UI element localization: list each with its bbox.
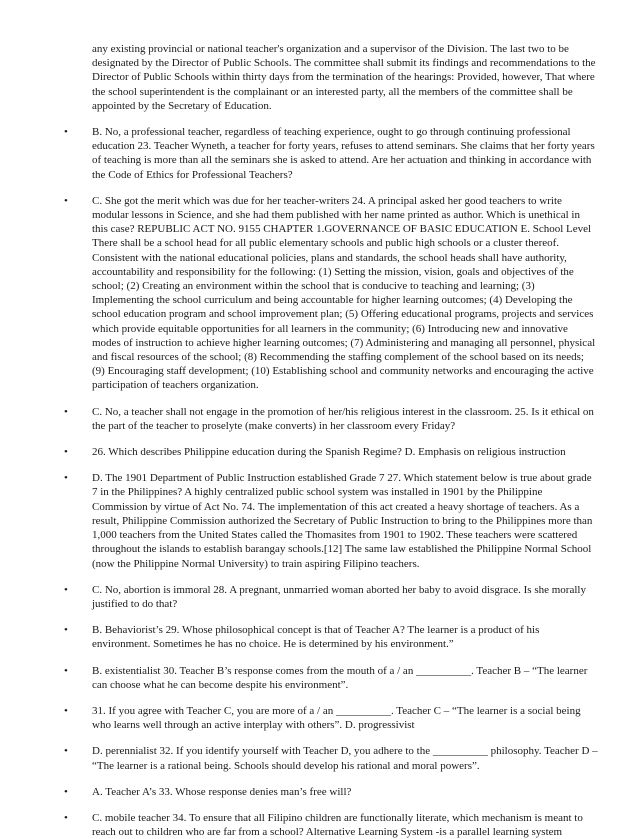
list-item — [0, 623, 598, 651]
bullet-icon: • — [64, 405, 68, 418]
list-item — [0, 445, 598, 459]
list-item-text: D. perennialist 32. If you identify yourself with Teacher D, you adhere to the __________ philosophy. Teacher D – “The learner is a rational being. Schools should develop his rational and moral powers”. — [92, 745, 598, 772]
list-item — [0, 744, 598, 772]
bullet-icon: • — [64, 704, 68, 717]
list-item — [0, 405, 598, 433]
list-item — [0, 664, 598, 692]
list-item-text: B. Behaviorist’s 29. Whose philosophical concept is that of Teacher A? The learner is a product of his environment. Sometimes he has no choice. He is determined by his environment.” — [92, 624, 540, 651]
list-item-text: 26. Which describes Philippine education during the Spanish Regime? D. Emphasis on religious instruction — [92, 446, 566, 459]
list-item — [0, 811, 598, 839]
bullet-icon: • — [64, 785, 68, 798]
list-item — [0, 704, 598, 732]
list-item — [0, 583, 598, 611]
bullet-icon: • — [64, 126, 68, 139]
bullet-icon: • — [64, 194, 68, 207]
list-item-text: B. No, a professional teacher, regardless of teaching experience, ought to go through continuing professional education 23. Teacher Wyneth, a teacher for forty years, refuses to attend seminars. She claims that her forty years of teaching is more than all the seminars she is asked to attend. Are her actuation and thinking in accordance with the Code of Ethics for Professional Teachers? — [92, 126, 595, 181]
list-item-text: C. No, abortion is immoral 28. A pregnant, unmarried woman aborted her baby to avoid disgrace. Is she morally justified to do that? — [92, 583, 586, 610]
bullet-list — [0, 125, 598, 839]
bullet-icon: • — [64, 583, 68, 596]
list-item — [0, 125, 598, 182]
bullet-icon: • — [64, 811, 68, 824]
list-item-text: D. The 1901 Department of Public Instruction established Grade 7 27. Which statement below is true about grade 7 in the Philippines? A highly centralized public school system was installed in 1901 by the Philippine Commission by virtue of Act No. 74. The implementation of this act created a heavy shortage of teachers. As a result, Philippine Commission authorized the Secretary of Public Instruction to bring to the Philippines more than 1,000 teachers from the United States called the Thomasites from 1901 to 1902. These teachers were scattered throughout the islands to establish barangay schools.[12] The same law established the Philippine Normal School (now the Philippine Normal University) to train aspiring Filipino teachers. — [92, 472, 593, 570]
bullet-icon: • — [64, 624, 68, 637]
list-item-text: C. No, a teacher shall not engage in the promotion of her/his religious interest in the classroom. 25. Is it ethical on the part of the teacher to proselyte (make converts) in her classroom every Friday? — [92, 405, 594, 432]
list-item-text: 31. If you agree with Teacher C, you are more of a / an __________. Teacher C – “The learner is a social being who learns well through an active interplay with others”. D. progressivist — [92, 704, 581, 732]
bullet-icon: • — [64, 745, 68, 758]
list-item-text: C. mobile teacher 34. To ensure that all Filipino children are functionally literate, which mechanism is meant to reach out to children who are far from a school? Alternative Learning System -is a parallel learning system — [92, 811, 583, 839]
list-item — [0, 194, 598, 393]
list-item — [0, 785, 598, 799]
list-item-text: A. Teacher A’s 33. Whose response denies man’s free will? — [92, 785, 352, 798]
list-item — [0, 471, 598, 570]
bullet-icon: • — [64, 446, 68, 459]
bullet-icon: • — [64, 664, 68, 677]
intro-paragraph: any existing provincial or national teacher's organization and a supervisor of the Division. The last two to be designated by the Director of Public Schools. The committee shall submit its findings and recommendations to the Director of Public Schools within thirty days from the termination of the hearings: Provided, however, That where the school superintendent is the complainant or an interested party, all the members of the committee shall be appointed by the Secretary of Education. — [92, 43, 596, 112]
bullet-icon: • — [64, 472, 68, 485]
list-item-text: B. existentialist 30. Teacher B’s response comes from the mouth of a / an __________. Teacher B – “The learner can choose what he can become despite his environment”. — [92, 664, 588, 691]
list-item-text: C. She got the merit which was due for her teacher-writers 24. A principal asked her good teachers to write modular lessons in Science, and she had them published with her name printed as author. Which is unethical in this case? REPUBLIC ACT NO. 9155 CHAPTER 1.GOVERNANCE OF BASIC EDUCATION E. School Level There shall be a school head for all public elementary schools and public high schools or a cluster thereof. Consistent with the national educational policies, plans and standards, the school heads shall have authority, accountability and responsibility for the following: (1) Setting the mission, vision, goals and objectives of the school; (2) Creating an environment within the school that is conducive to teaching and learning; (3) Implementing the school curriculum and being accountable for higher learning outcomes; (4) Developing the school education program and school improvement plan; (5) Offering educational programs, projects and services which provide equitable opportunities for all learners in the community; (6) Introducing new and innovative modes of instruction to achieve higher learning outcomes; (7) Administering and managing all personnel, physical and fiscal resources of the school; (8) Recommending the staffing complement of the school based on its needs; (9) Encouraging staff development; (10) Establishing school and community networks and encouraging the active participation of teachers organization. — [92, 194, 596, 392]
